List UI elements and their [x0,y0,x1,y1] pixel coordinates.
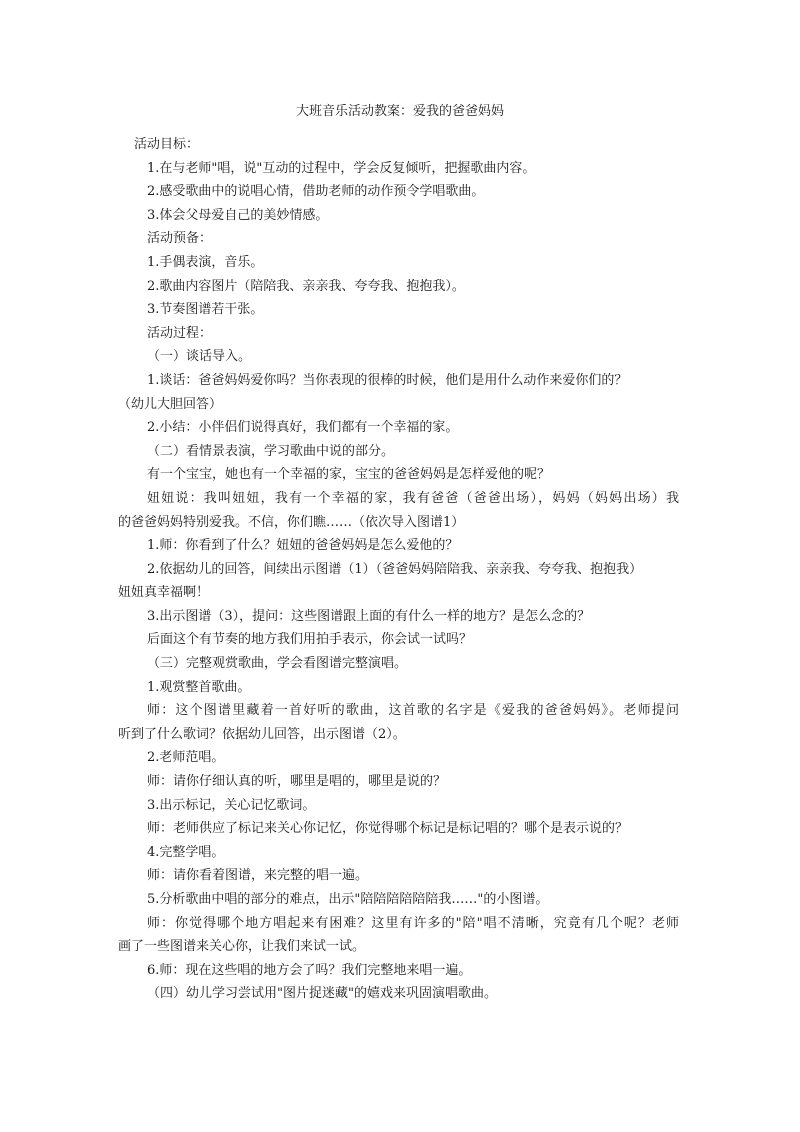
text-line: 2.依据幼儿的回答，间续出示图谱（1）（爸爸妈妈陪陪我、亲亲我、夸夸我、抱抱我） [147,561,643,577]
text-line: 有一个宝宝，她也有一个幸福的家，宝宝的爸爸妈妈是怎样爱他的呢？ [147,467,551,483]
text-line: 师：你觉得哪个地方唱起来有困难？这里有许多的"陪"唱不清晰，究竟有几个呢？老师 [147,915,679,931]
text-line: 3.出示标记，关心记忆歌词。 [147,797,316,813]
section-heading: 活动预备： [147,231,213,247]
text-line: 画了一些图谱来关心你，让我们来试一试。 [118,939,366,955]
text-line: 2.老师范唱。 [147,750,225,766]
page-title: 大班音乐活动教案：爱我的爸爸妈妈 [295,104,504,119]
text-line: 师：老师供应了标记来关心你记忆，你觉得哪个标记是标记唱的？哪个是表示说的？ [147,821,629,837]
text-line: 2.感受歌曲中的说唱心情，借助老师的动作预令学唱歌曲。 [147,184,485,200]
section-heading: 活动目标： [134,137,200,152]
text-line: 3.节奏图谱若干张。 [147,302,264,318]
subsection-heading: （一）谈话导入。 [147,349,252,365]
text-line: （幼儿大胆回答） [118,396,223,412]
section-heading: 活动过程： [147,325,213,341]
subsection-heading: （四）幼儿学习尝试用"图片捉迷藏"的嬉戏来巩固演唱歌曲。 [147,986,497,1002]
body-text [0,133,800,1006]
text-line: 2.歌曲内容图片（陪陪我、亲亲我、夸夸我、抱抱我）。 [147,278,465,294]
text-line: 师：这个图谱里藏着一首好听的歌曲，这首歌的名字是《爱我的爸爸妈妈》。老师提问 [147,703,679,719]
text-line: 5.分析歌曲中唱的部分的难点，出示"陪陪陪陪陪陪我……"的小图谱。 [147,892,549,907]
text-line: 3.体会父母爱自己的美妙情感。 [147,207,329,223]
text-line: 1.在与老师"唱，说"互动的过程中，学会反复倾听，把握歌曲内容。 [147,160,536,176]
text-line: 3.出示图谱（3），提问：这些图谱跟上面的有什么一样的地方？是怎么念的？ [147,608,591,624]
text-line: 的爸爸妈妈特别爱我。不信，你们瞧……（依次导入图谱1） [118,514,465,530]
text-line: 4.完整学唱。 [147,844,225,860]
text-line: 1.手偶表演，音乐。 [147,254,264,270]
text-line: 师：请你仔细认真的听，哪里是唱的，哪里是说的？ [147,774,447,790]
text-line: 妞妞说：我叫妞妞，我有一个幸福的家，我有爸爸（爸爸出场），妈妈（妈妈出场）我 [147,490,679,506]
text-line: 师：请你看着图谱，来完整的唱一遍。 [147,868,369,884]
text-line: 妞妞真幸福啊！ [118,585,210,601]
text-line: 后面这个有节奏的地方我们用拍手表示，你会试一试吗？ [147,632,473,648]
text-line: 1.观赏整首歌曲。 [147,679,251,695]
text-line: 2.小结：小伴侣们说得真好，我们都有一个幸福的家。 [147,420,459,436]
text-line: 1.师：你看到了什么？妞妞的爸爸妈妈是怎么爱他的？ [147,538,459,554]
subsection-heading: （三）完整观赏歌曲，学会看图谱完整演唱。 [147,656,408,672]
text-line: 听到了什么歌词？依据幼儿回答，出示图谱（2）。 [118,726,406,742]
subsection-heading: （二）看情景表演，学习歌曲中说的部分。 [147,443,395,459]
text-line: 1.谈话：爸爸妈妈爱你吗？当你表现的很棒的时候，他们是用什么动作来爱你们的？ [147,372,628,388]
text-line: 6.师：现在这些唱的地方会了吗？我们完整地来唱一遍。 [147,962,472,978]
